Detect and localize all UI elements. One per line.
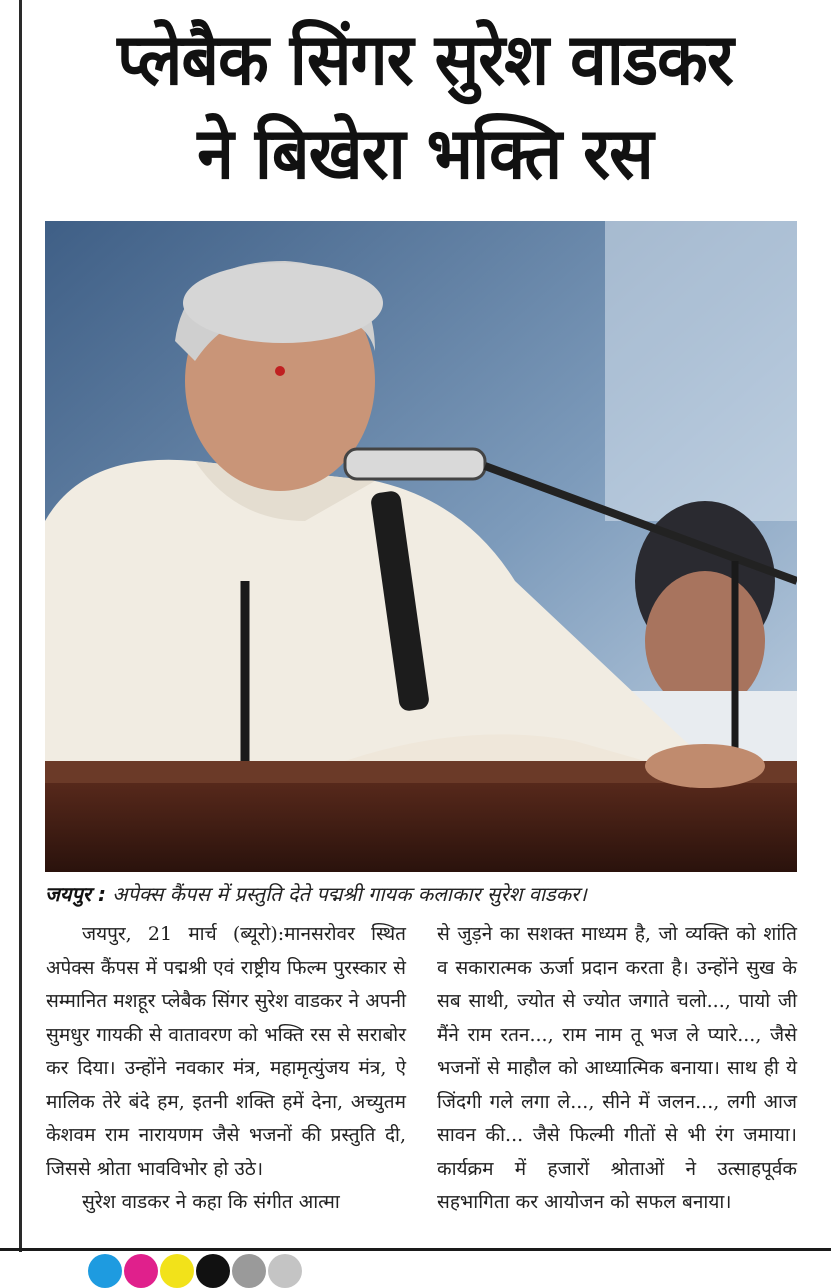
page-bottom-rule — [0, 1248, 831, 1251]
article-column-left — [46, 918, 406, 1220]
print-registration-marks — [88, 1254, 302, 1280]
registration-dot — [124, 1254, 158, 1288]
article-paragraph-1: जयपुर, 21 मार्च (ब्यूरो):मानसरोवर स्थित अपेक्स कैंपस में पद्मश्री एवं राष्ट्रीय फिल्म पुरस्कार से सम्मानित मशहूर प्लेबैक सिंगर सुरेश वाडकर ने अपनी सुमधुर गायकी से वातावरण को भक्ति रस से सराबोर कर दिया। उन्होंने नवकार मंत्र, महामृत्युंजय मंत्र, ऐ मालिक तेरे बंदे हम, इतनी शक्ति हमें देना, अच्युतम केशवम राम नारायणम जैसे भजनों की प्रस्तुति दी, जिससे श्रोता भावविभोर हो उठे। — [46, 923, 406, 1180]
registration-dot — [160, 1254, 194, 1288]
singer-performing-illustration — [45, 221, 797, 872]
caption-text: अपेक्स कैंपस में प्रस्तुति देते पद्मश्री गायक कलाकार सुरेश वाडकर। — [105, 882, 587, 906]
article-paragraph-2: सुरेश वाडकर ने कहा कि संगीत आत्मा — [82, 1191, 340, 1213]
registration-dot — [232, 1254, 266, 1288]
headline-line-2: ने बिखेरा भक्ति रस — [197, 111, 653, 196]
left-column-rule — [19, 0, 22, 1252]
article-column-right — [437, 918, 797, 1220]
registration-dot — [268, 1254, 302, 1288]
photo-caption — [45, 880, 805, 908]
registration-dot — [88, 1254, 122, 1288]
article-paragraph-2-continued: से जुड़ने का सशक्त माध्यम है, जो व्यक्ति को शांति व सकारात्मक ऊर्जा प्रदान करता है। उन्होंने सुख के सब साथी, ज्योत से ज्योत जगाते चलो..., पायो जी मैंने राम रतन..., राम नाम तू भज ले प्यारे..., जैसे भजनों से माहौल को आध्यात्मिक बनाया। साथ ही ये जिंदगी गले लगा ले..., सीने में जलन..., लगी आज सावन की... जैसे फिल्मी गीतों से भी रंग जमाया। कार्यक्रम में हजारों श्रोताओं ने उत्साहपूर्वक सहभागिता कर आयोजन को सफल बनाया। — [437, 923, 797, 1213]
headline — [30, 14, 820, 202]
registration-dot — [196, 1254, 230, 1288]
news-photo — [45, 221, 797, 872]
caption-dateline: जयपुर : — [45, 882, 106, 906]
headline-line-1: प्लेबैक सिंगर सुरेश वाडकर — [117, 17, 733, 102]
